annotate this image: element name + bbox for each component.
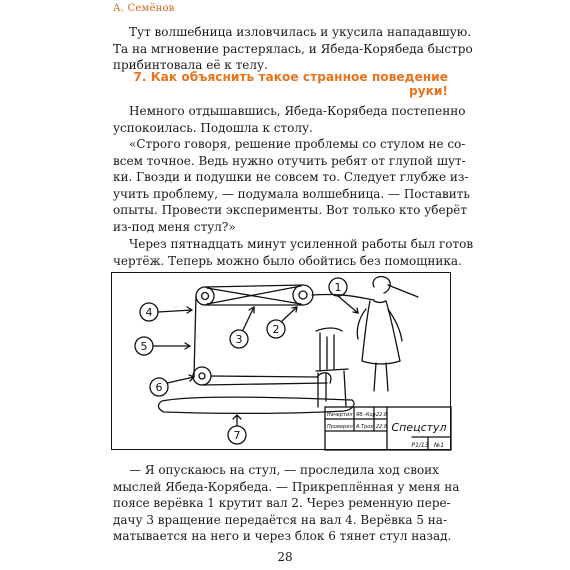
arrow-4 <box>158 307 192 313</box>
pulley-6 <box>193 367 211 385</box>
arrow-7 <box>233 415 241 426</box>
arrow-3 <box>243 307 254 330</box>
text-line: успокоилась. Подошла к столу. <box>113 120 313 135</box>
witch-collar <box>374 301 386 303</box>
title-block-drafted-date: 22.8 <box>376 412 388 418</box>
arrow-1 <box>338 296 358 313</box>
rope-knot <box>317 373 331 383</box>
title-block-name: Спецстул <box>391 421 447 434</box>
text-line: учить проблему, — подумала волшебница. — Поставить <box>113 186 470 201</box>
text-line: матывается на него и через блок 6 тянет стул назад. <box>113 529 452 544</box>
arrow-2 <box>282 307 297 321</box>
title-block-checked-date: 22.8 <box>376 424 388 430</box>
text-line: опыты. Провести эксперименты. Вот только кто уберёт <box>113 203 468 218</box>
title-block-drafted-by: Яб.-Кор. <box>356 412 378 418</box>
witch-leg <box>386 363 388 391</box>
witch-nose <box>388 285 418 297</box>
pulley-6-hub <box>199 373 205 379</box>
chair-seat <box>316 369 348 371</box>
text-line: прибинтовала её к телу. <box>113 58 268 73</box>
label-6: 6 <box>155 381 163 394</box>
title-block-checked: Проверил <box>327 424 353 430</box>
paragraph-top <box>113 24 473 74</box>
text-line: всем точное. Ведь нужно отучить ребят от глупой шут- <box>113 153 466 168</box>
rope-1 <box>312 294 374 300</box>
witch-body <box>362 301 400 364</box>
belt-line <box>205 285 303 287</box>
title-block-drafted: Начертил <box>327 412 353 418</box>
title-block-checked-by: А.Трох. <box>356 424 375 430</box>
arrow-5 <box>153 343 190 349</box>
label-4: 4 <box>145 306 153 319</box>
page-number: 28 <box>277 550 293 564</box>
witch-leg <box>374 363 376 391</box>
text-line: «Строго говоря, решение проблемы со стулом не со- <box>129 137 466 151</box>
label-3: 3 <box>235 333 243 346</box>
text-line: дачу 3 вращение передаётся на вал 4. Верёвка 5 на- <box>113 512 447 527</box>
label-7: 7 <box>233 429 241 442</box>
label-2: 2 <box>272 323 280 336</box>
chair-top <box>316 328 342 331</box>
rope-bottom <box>211 376 317 377</box>
text-line: чертёж. Теперь можно было обойтись без помощника. <box>113 253 462 268</box>
pulley-2 <box>293 285 313 305</box>
blueprint-sketch <box>112 273 452 451</box>
paragraph-5 <box>113 462 460 545</box>
pulley-4 <box>196 287 214 305</box>
text-line: — Я опускаюсь на стул, — проследила ход своих <box>129 463 439 477</box>
label-5: 5 <box>140 340 148 353</box>
blueprint-figure <box>111 272 451 450</box>
pulley-4-hub <box>202 293 209 300</box>
text-line: Немного отдышавшись, Ябеда-Корябеда постепенно <box>129 104 466 118</box>
chair-leg <box>344 371 346 406</box>
text-line: мыслей Ябеда-Корябеда. — Прикреплённая у меня на <box>113 479 460 494</box>
arrow-6 <box>167 375 194 383</box>
title-block-code: Р1/13 <box>411 442 429 449</box>
pulley-2-hub <box>299 291 307 299</box>
paragraph-2 <box>113 103 466 136</box>
rope-bottom <box>202 383 327 385</box>
text-line: поясе верёвка 1 крутит вал 2. Через ременную пере- <box>113 496 451 511</box>
text-line: Тут волшебница изловчилась и укусила нападавшую. <box>129 25 472 39</box>
text-line: ки. Гвозди и подушки не совсем то. Следует глубже из- <box>113 170 469 185</box>
paragraph-4 <box>113 236 474 269</box>
title-block-sheet: №1 <box>433 442 445 449</box>
paragraph-3 <box>113 136 470 236</box>
rope-5 <box>194 296 196 376</box>
section-heading: 7. Как объяснить такое странное поведение руки! <box>133 70 448 98</box>
running-header-author: А. Семёнов <box>113 3 175 14</box>
text-line: Через пятнадцать минут усиленной работы был готов <box>129 237 474 251</box>
label-1: 1 <box>334 281 342 294</box>
text-line: из-под меня стул?» <box>113 219 236 234</box>
text-line: Та на мгновение растерялась, и Ябеда-Корябеда быстро <box>113 41 473 56</box>
